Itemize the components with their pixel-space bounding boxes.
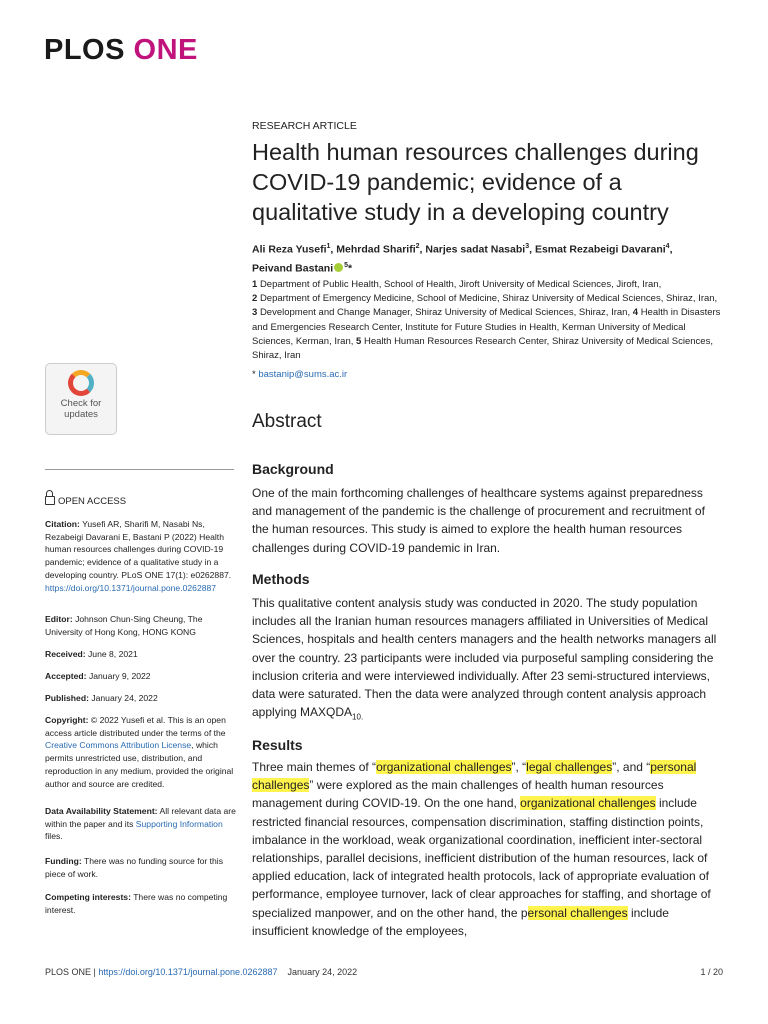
- editor-label: Editor:: [45, 614, 73, 624]
- editor-block: [45, 613, 237, 638]
- author-affil-sup: 3: [525, 243, 530, 250]
- methods-text: [252, 594, 724, 727]
- highlight-legal[interactable]: legal challenges: [526, 760, 613, 774]
- email-link[interactable]: bastanip@sums.ac.ir: [258, 369, 348, 380]
- article-title: Health human resources challenges during COVID-19 pandemic; evidence of a qualitative study in a developing country: [252, 139, 699, 225]
- data-availability-text: All relevant data are within the paper and its: [45, 806, 236, 829]
- results-text-part: Three main themes of “: [252, 760, 377, 774]
- open-access-badge: [45, 495, 126, 507]
- journal-logo: [44, 34, 198, 67]
- corresponding-star: *: [348, 262, 353, 274]
- author-name: Peivand Bastani: [252, 262, 334, 274]
- received-label: Received:: [45, 649, 86, 659]
- competing-interests-block: [45, 891, 237, 916]
- check-updates-line2: updates: [64, 409, 98, 420]
- author-name: Ali Reza Yusefi: [252, 243, 327, 256]
- citation-block: [45, 518, 237, 594]
- published-block: [45, 692, 237, 705]
- affil-number: 2: [252, 293, 258, 305]
- affil-number: 3: [252, 307, 258, 319]
- competing-text: There was no competing interest.: [45, 892, 228, 915]
- logo-plos: PLOS: [44, 34, 125, 66]
- open-lock-icon: [45, 496, 55, 505]
- copyright-text-end: , which permits unrestricted use, distribution, and reproduction in any medium, provided the original author and source are credited.: [45, 740, 234, 789]
- author-affil-sup: 5: [344, 261, 349, 269]
- copyright-block: [45, 714, 237, 790]
- email-star: *: [252, 369, 256, 380]
- methods-heading: Methods: [252, 571, 310, 587]
- funding-label: Funding:: [45, 856, 82, 866]
- author-name: Narjes sadat Nasabi: [425, 243, 526, 256]
- copyright-text: © 2022 Yusefi et al. This is an open access article distributed under the terms of the: [45, 715, 226, 738]
- affil-number: 5: [356, 335, 362, 347]
- methods-subscript: 10.: [352, 712, 364, 722]
- page-number: 1 / 20: [700, 967, 723, 977]
- results-heading: Results: [252, 737, 303, 753]
- citation-text: Yusefi AR, Sharifi M, Nasabi Ns, Rezabeigi Davarani E, Bastani P (2022) Health human resources challenges during COVID-19 pandemic; evidence of a qualitative study in a developing country. PLoS ONE 17(1): e0262887.: [45, 519, 232, 580]
- check-updates-line1: Check for: [60, 398, 102, 409]
- data-availability-label: Data Availability Statement:: [45, 806, 158, 816]
- footer-doi-link[interactable]: https://doi.org/10.1371/journal.pone.0262887: [98, 967, 278, 977]
- funding-text: There was no funding source for this piece of work.: [45, 856, 223, 879]
- page-footer: [45, 967, 357, 977]
- published-date: January 24, 2022: [91, 693, 158, 703]
- sidebar-divider: [45, 469, 234, 470]
- author-name: Mehrdad Sharifi: [336, 243, 416, 256]
- affil-text: Department of Public Health, School of Health, Jiroft University of Medical Sciences, Jiroft, Iran,: [259, 279, 662, 290]
- highlight-personal-2[interactable]: ersonal challenges: [527, 905, 628, 920]
- abstract-heading: Abstract: [252, 411, 322, 432]
- orcid-icon[interactable]: [334, 263, 343, 272]
- methods-body: This qualitative content analysis study was conducted in 2020. The study population includes all the Iranian human resources managers affiliated in Universities of Medical Sciences, hospitals and health centers managers and the health networks managers all over the country. 23 participants were included via purposeful sampling considering the inclusion criteria and were interviewed individually. After 23 semi-structured interviews, data were saturated. Then the data were analyzed through content analysis approach applying MAXQDA: [252, 596, 717, 720]
- check-updates-icon: [68, 370, 94, 396]
- received-date: June 8, 2021: [88, 649, 138, 659]
- accepted-label: Accepted:: [45, 671, 87, 681]
- accepted-block: [45, 670, 237, 683]
- logo-one: ONE: [133, 34, 198, 66]
- accepted-date: January 9, 2022: [88, 671, 151, 681]
- affil-text: Department of Emergency Medicine, School of Medicine, Shiraz University of Medical Sciences, Shiraz, Iran,: [259, 293, 718, 305]
- copyright-label: Copyright:: [45, 715, 89, 725]
- background-text: One of the main forthcoming challenges of healthcare systems against preparedness and management of the pandemic is the challenge of procurement and recruitment of the human resources. This study is aimed to explore the health human resources challenges during COVID-19 pandemic in Iran.: [252, 486, 705, 555]
- corresponding-email: [252, 369, 347, 380]
- background-heading: Background: [252, 461, 334, 477]
- competing-label: Competing interests:: [45, 892, 131, 902]
- data-availability-block: [45, 805, 237, 843]
- results-text-part: include insufficient knowledge of the employees,: [252, 905, 669, 938]
- open-access-label: OPEN ACCESS: [58, 496, 127, 507]
- supporting-info-link[interactable]: Supporting Information: [135, 818, 223, 829]
- footer-journal: PLOS ONE |: [45, 967, 96, 977]
- data-availability-end: files.: [45, 831, 63, 842]
- citation-label: Citation:: [45, 519, 80, 529]
- received-block: [45, 648, 237, 661]
- results-text-part: include restricted financial resources, compensation discrimination, staffing distinction points, imbalance in the workload, weak organizational coordination, inefficient inter-sectoral relationships, parallel decisions, inefficient distribution of the human resources, lack of applied education, lack of integrated health protocols, lack of appropriate evaluation of performance, employee turnover, lack of clear approaches for staffing, and shortage of specialized manpower, and on the other hand, the p: [252, 796, 711, 920]
- results-text-part: ” were explored as the main challenges of health human resources management during COVID-19. On the one hand,: [252, 778, 664, 811]
- author-list: Ali Reza Yusefi$^1$, Mehrdad Sharifi$^2$, Narjes sadat Nasabi$^3$, Esmat Rezabeigi Davarani$^4$, Peivand Bastani $^5$*: [252, 243, 673, 274]
- highlight-organizational[interactable]: organizational challenges: [376, 760, 512, 774]
- article-type: RESEARCH ARTICLE: [252, 120, 357, 132]
- affil-number: 4: [632, 307, 639, 319]
- results-text-part: ”, “: [511, 760, 527, 774]
- footer-date: January 24, 2022: [287, 967, 358, 977]
- check-for-updates-button[interactable]: [45, 363, 117, 435]
- citation-doi-link[interactable]: https://doi.org/10.1371/journal.pone.0262887: [45, 582, 217, 593]
- funding-block: [45, 855, 237, 880]
- affil-number: 1: [252, 279, 258, 290]
- author-affil-sup: 2: [415, 243, 420, 250]
- affiliations: [252, 278, 724, 363]
- author-affil-sup: 1: [326, 243, 331, 250]
- affil-text: Health Human Resources Research Center, Shiraz University of Medical Sciences, Shiraz, Iran: [252, 335, 713, 362]
- results-text-part: ”, and “: [612, 760, 651, 774]
- highlight-personal[interactable]: personal challenges: [252, 760, 697, 793]
- affil-text: Development and Change Manager, Shiraz University of Medical Sciences, Shiraz, Iran,: [259, 307, 631, 319]
- published-label: Published:: [45, 693, 89, 703]
- affil-text: Health in Disasters and Emergencies Research Center, Institute for Future Studies in Health, Kerman University of Medical Sciences, Kerman, Iran,: [252, 307, 721, 347]
- highlight-organizational-2[interactable]: organizational challenges: [520, 796, 656, 811]
- cc-license-link[interactable]: Creative Commons Attribution License: [45, 740, 192, 751]
- author-affil-sup: 4: [665, 243, 670, 250]
- results-text: [252, 758, 724, 940]
- author-name: Esmat Rezabeigi Davarani: [534, 243, 666, 256]
- editor-text: Johnson Chun-Sing Cheung, The University of Hong Kong, HONG KONG: [45, 614, 203, 637]
